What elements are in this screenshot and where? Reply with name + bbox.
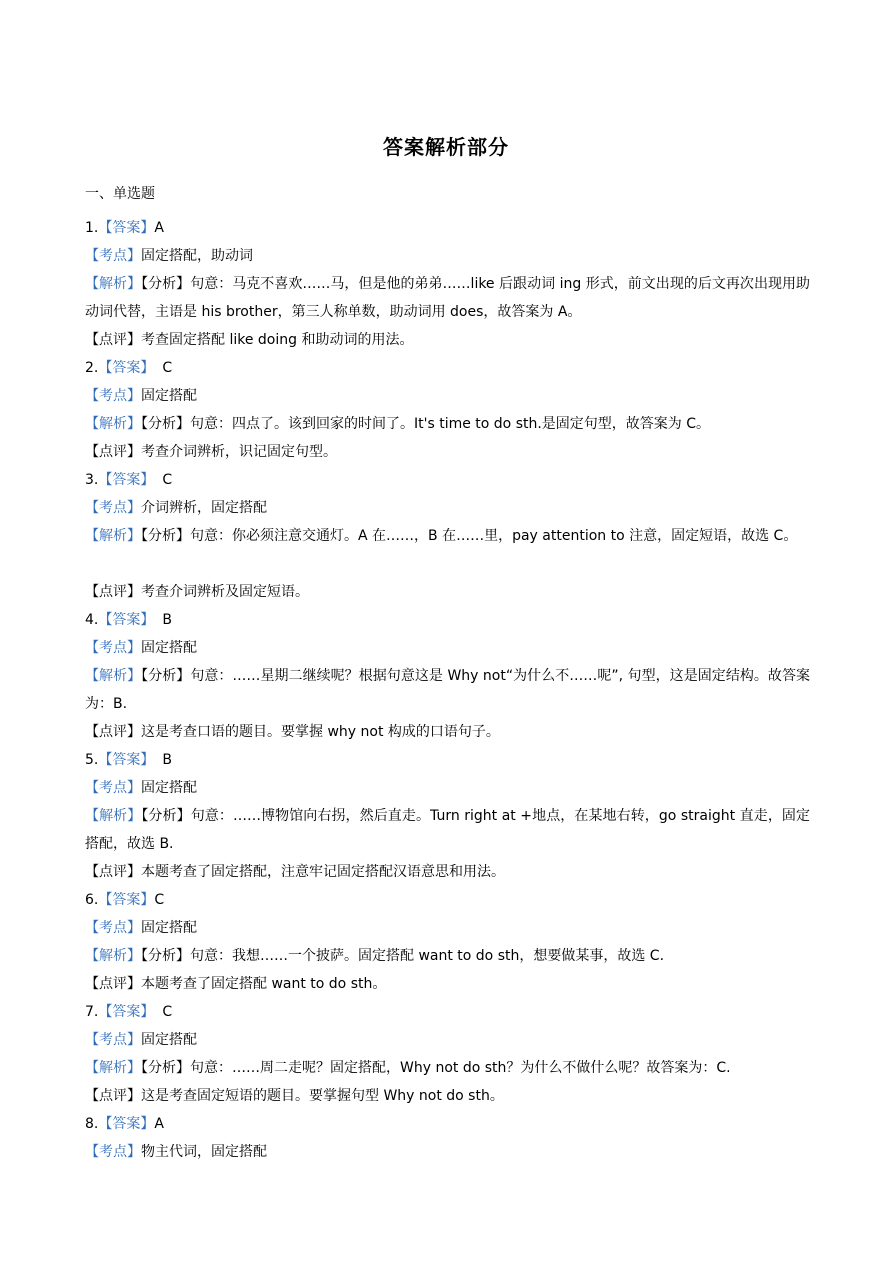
answer-label: 【答案】 — [98, 1116, 155, 1132]
question-number: 3. — [85, 472, 99, 488]
point-line — [85, 494, 810, 522]
answer-line — [85, 1110, 810, 1138]
fenxi-label: 【分析】 — [141, 668, 191, 684]
answer-label: 【答案】 — [98, 612, 155, 628]
point-value: 物主代词，固定搭配 — [141, 1144, 267, 1160]
point-label: 【考点】 — [85, 1032, 141, 1048]
page-title: 答案解析部分 — [383, 135, 509, 159]
analysis-value: 句意：马克不喜欢……马，但是他的弟弟……like 后跟动词 ing 形式，前文出现的后文再次出现用助动词代替，主语是 his brother，第三人称单数，助动词用 does，故答案为 A。 — [85, 276, 811, 320]
analysis-line — [85, 942, 810, 970]
answer-value: C — [162, 472, 173, 488]
point-line — [85, 1138, 810, 1166]
comment-value: 考查固定搭配 like doing 和助动词的用法。 — [141, 332, 414, 348]
point-value: 固定搭配 — [141, 640, 197, 656]
answer-line — [85, 466, 810, 494]
answer-list — [85, 214, 810, 1166]
answer-line — [85, 746, 810, 774]
analysis-label: 【解析】 — [85, 668, 142, 684]
answer-label: 【答案】 — [98, 220, 155, 236]
comment-label: 【点评】 — [85, 584, 141, 600]
comment-line — [85, 718, 810, 746]
question-number: 5. — [85, 752, 99, 768]
answer-value: C — [154, 892, 165, 908]
fenxi-label: 【分析】 — [141, 416, 190, 432]
comment-line — [85, 858, 810, 886]
point-line — [85, 1026, 810, 1054]
point-label: 【考点】 — [85, 1144, 141, 1160]
point-label: 【考点】 — [85, 780, 141, 796]
analysis-label: 【解析】 — [85, 528, 141, 544]
comment-label: 【点评】 — [85, 444, 141, 460]
analysis-value: 句意：……周二走呢？固定搭配，Why not do sth？为什么不做什么呢？故答案为：C. — [190, 1060, 731, 1076]
question-number: 4. — [85, 612, 99, 628]
comment-value: 这是考查固定短语的题目。要掌握句型 Why not do sth。 — [141, 1088, 504, 1104]
comment-line — [85, 970, 810, 998]
comment-value: 本题考查了固定搭配 want to do sth。 — [141, 976, 387, 992]
point-line — [85, 382, 810, 410]
point-line — [85, 634, 810, 662]
point-line — [85, 242, 810, 270]
answer-value: C — [162, 360, 173, 376]
point-label: 【考点】 — [85, 388, 141, 404]
fenxi-label: 【分析】 — [141, 276, 191, 292]
answer-value: B — [162, 752, 172, 768]
comment-line — [85, 1082, 810, 1110]
answer-label: 【答案】 — [98, 752, 155, 768]
analysis-line — [85, 522, 810, 578]
point-value: 介词辨析，固定搭配 — [141, 500, 267, 516]
comment-value: 考查介词辨析及固定短语。 — [141, 584, 309, 600]
answer-label: 【答案】 — [98, 1004, 155, 1020]
answer-label: 【答案】 — [98, 892, 155, 908]
point-line — [85, 774, 810, 802]
fenxi-label: 【分析】 — [141, 808, 191, 824]
point-label: 【考点】 — [85, 920, 141, 936]
comment-value: 本题考查了固定搭配，注意牢记固定搭配汉语意思和用法。 — [141, 864, 505, 880]
analysis-line — [85, 802, 810, 858]
answer-line — [85, 998, 810, 1026]
analysis-value: 句意：……博物馆向右拐，然后直走。Turn right at +地点，在某地右转，go straight 直走，固定搭配，故选 B. — [85, 808, 810, 852]
analysis-value: 句意：四点了。该到回家的时间了。It's time to do sth.是固定句型，故答案为 C。 — [190, 416, 711, 432]
question-number: 8. — [85, 1116, 99, 1132]
point-value: 固定搭配，助动词 — [141, 248, 253, 264]
answer-line — [85, 886, 810, 914]
question-number: 7. — [85, 1004, 99, 1020]
analysis-value: 句意：我想……一个披萨。固定搭配 want to do sth，想要做某事，故选 C. — [190, 948, 665, 964]
analysis-line — [85, 662, 810, 718]
fenxi-label: 【分析】 — [141, 528, 190, 544]
analysis-line — [85, 410, 810, 438]
fenxi-label: 【分析】 — [141, 1060, 190, 1076]
analysis-label: 【解析】 — [85, 416, 141, 432]
answer-value: A — [154, 1116, 164, 1132]
point-label: 【考点】 — [85, 640, 141, 656]
question-number: 1. — [85, 220, 99, 236]
comment-label: 【点评】 — [85, 724, 141, 740]
point-value: 固定搭配 — [141, 920, 197, 936]
analysis-value: 句意：你必须注意交通灯。A 在……，B 在……里，pay attention to 注意，固定短语，故选 C。 — [190, 528, 798, 544]
point-value: 固定搭配 — [141, 780, 197, 796]
comment-label: 【点评】 — [85, 976, 141, 992]
comment-line — [85, 326, 810, 354]
point-value: 固定搭配 — [141, 1032, 197, 1048]
answer-line — [85, 354, 810, 382]
comment-value: 考查介词辨析，识记固定句型。 — [141, 444, 337, 460]
analysis-label: 【解析】 — [85, 276, 142, 292]
comment-label: 【点评】 — [85, 332, 141, 348]
fenxi-label: 【分析】 — [141, 948, 190, 964]
comment-value: 这是考查口语的题目。要掌握 why not 构成的口语句子。 — [141, 724, 500, 740]
answer-label: 【答案】 — [98, 472, 155, 488]
analysis-line — [85, 1054, 810, 1082]
answer-value: C — [162, 1004, 173, 1020]
analysis-line — [85, 270, 810, 326]
comment-line — [85, 578, 810, 606]
analysis-label: 【解析】 — [85, 1060, 141, 1076]
comment-label: 【点评】 — [85, 1088, 141, 1104]
point-label: 【考点】 — [85, 248, 141, 264]
answer-line — [85, 606, 810, 634]
point-label: 【考点】 — [85, 500, 141, 516]
question-number: 6. — [85, 892, 99, 908]
question-number: 2. — [85, 360, 99, 376]
comment-line — [85, 438, 810, 466]
point-line — [85, 914, 810, 942]
answer-value: A — [154, 220, 164, 236]
analysis-label: 【解析】 — [85, 808, 142, 824]
analysis-value: 句意：……星期二继续呢？根据句意这是 Why not“为什么不……呢”, 句型，这是固定结构。故答案为：B. — [85, 668, 811, 712]
answer-line — [85, 214, 810, 242]
comment-label: 【点评】 — [85, 864, 141, 880]
answer-label: 【答案】 — [98, 360, 155, 376]
answer-value: B — [162, 612, 172, 628]
section-heading: 一、单选题 — [85, 186, 155, 202]
point-value: 固定搭配 — [141, 388, 197, 404]
analysis-label: 【解析】 — [85, 948, 141, 964]
